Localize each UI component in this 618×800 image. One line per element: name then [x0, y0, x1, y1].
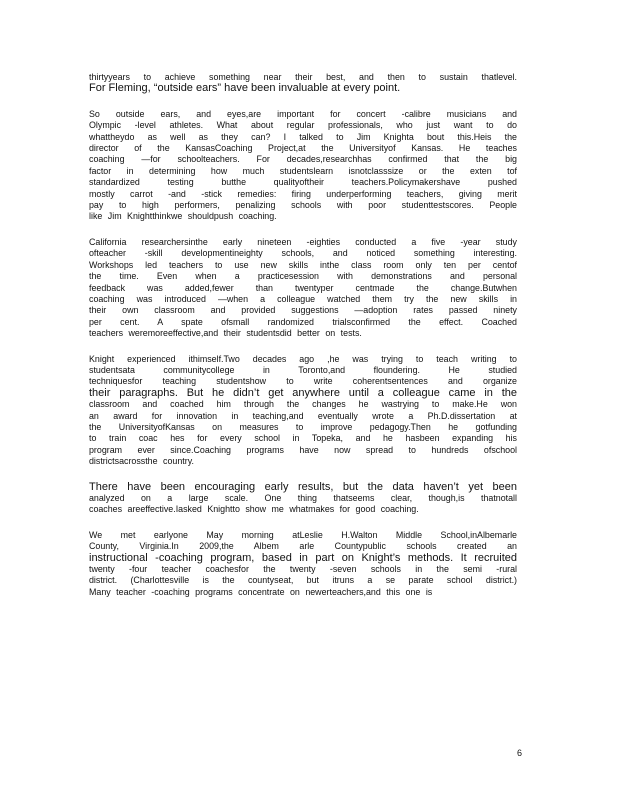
page-number: 6 — [516, 748, 522, 758]
text-line: pay to high performers, penalizing schools with poor studenttestscores. People — [89, 200, 517, 211]
text-line: feedback was added,fewer than twentyper centmade the change.Butwhen — [89, 282, 517, 293]
text-line: techniquesfor teaching studentshow to write coherentsentences and organize — [89, 376, 517, 387]
text-line: standardized testing butthe qualityoftheir teachers.Policymakershave pushed — [89, 177, 517, 188]
text-line: We met earlyone May morning atLeslie H.Walton Middle School,inAlbemarle — [89, 529, 517, 540]
text-line: teachers weremoreeffective,and their studentsdid better on tests. — [89, 328, 362, 339]
text-line: So outside ears, and eyes,are important for concert -calibre musicians and — [89, 108, 517, 119]
text-line: district. (Charlottesville is the countyseat, but itruns a se parate school district.) — [89, 575, 517, 586]
paragraph — [89, 482, 517, 516]
text-line: an award for innovation in teaching,and eventually wrote a Ph.D.dissertation at — [89, 410, 517, 421]
paragraph — [89, 237, 517, 340]
text-line: ofteacher -skill developmentineighty schools, and noticed something interesting. — [89, 248, 517, 259]
text-line: districtsacrossthe country. — [89, 456, 194, 467]
text-line: program ever since.Coaching programs have now spread to hundreds ofschool — [89, 444, 517, 455]
paragraph — [89, 72, 517, 95]
paragraph — [89, 109, 517, 223]
text-line: director of the KansasCoaching Project,at the Universityof Kansas. He teaches — [89, 143, 517, 154]
text-line: For Fleming, “outside ears” have been invaluable at every point. — [89, 82, 401, 95]
text-line: analyzed on a large scale. One thing thatseems clear, though,is thatnotall — [89, 493, 517, 503]
text-line: instructional -coaching program, based in part on Knight’s methods. It recruited — [89, 551, 517, 564]
text-line: coaching was introduced —when a colleague watched them try the new skills in — [89, 293, 517, 304]
text-line: Olympic -level athletes. What about regular professionals, who just want to do — [89, 120, 517, 131]
paragraph — [89, 354, 517, 468]
body-text — [89, 72, 517, 612]
text-line: twenty -four teacher coachesfor the twenty -seven schools in the semi -rural — [89, 564, 517, 575]
text-line: coaches areeffective.Iasked Knightto show me whatmakes for good coaching. — [89, 504, 419, 515]
text-line: There have been encouraging early results, but the data haven’t yet been — [89, 480, 517, 493]
text-line: per cent. A spate ofsmall randomized trialsconfirmed the effect. Coached — [89, 316, 517, 327]
text-line: classroom and coached him through the changes he wastrying to make.He won — [89, 399, 517, 410]
text-line: studentsata communitycollege in Toronto,and floundering. He studied — [89, 364, 517, 375]
text-line: to train coac hes for every school in Topeka, and he hasbeen expanding his — [89, 433, 517, 444]
text-line: their own classroom and provided suggestions —adoption rates passed ninety — [89, 305, 517, 316]
text-line: coaching —for schoolteachers. For decades,researchhas confirmed that the big — [89, 154, 517, 165]
text-line: County, Virginia.In 2009,the Albem arle Countypublic schools created an — [89, 541, 517, 552]
text-line: mostly carrot -and -stick remedies: firing underperforming teachers, giving merit — [89, 188, 517, 199]
text-line: whattheydo as well as they can? I talked to Jim Knighta bout this.Heis the — [89, 131, 517, 142]
paragraph — [89, 530, 517, 598]
text-line: thirtyyears to achieve something near their best, and then to sustain thatlevel. — [89, 72, 517, 82]
text-line: California researchersinthe early nineteen -eighties conducted a five -year study — [89, 236, 517, 247]
text-line: Knight experienced ithimself.Two decades ago ,he was trying to teach writing to — [89, 353, 517, 364]
text-line: their paragraphs. But he didn’t get anywhere until a colleague came in the — [89, 386, 517, 399]
text-line: Many teacher -coaching programs concentrate on newerteachers,and this one is — [89, 586, 433, 597]
text-line: like Jim Knightthinkwe shouldpush coaching. — [89, 211, 277, 222]
text-line: the time. Even when a practicesession with demonstrations and personal — [89, 271, 517, 282]
text-line: Workshops led teachers to use new skills inthe class room only ten per centof — [89, 259, 517, 270]
text-line: the UniversityofKansas on measures to improve pedagogy.Then he gotfunding — [89, 421, 517, 432]
text-line: factor in determining how much studentslearn isnotclasssize or the exten tof — [89, 165, 517, 176]
